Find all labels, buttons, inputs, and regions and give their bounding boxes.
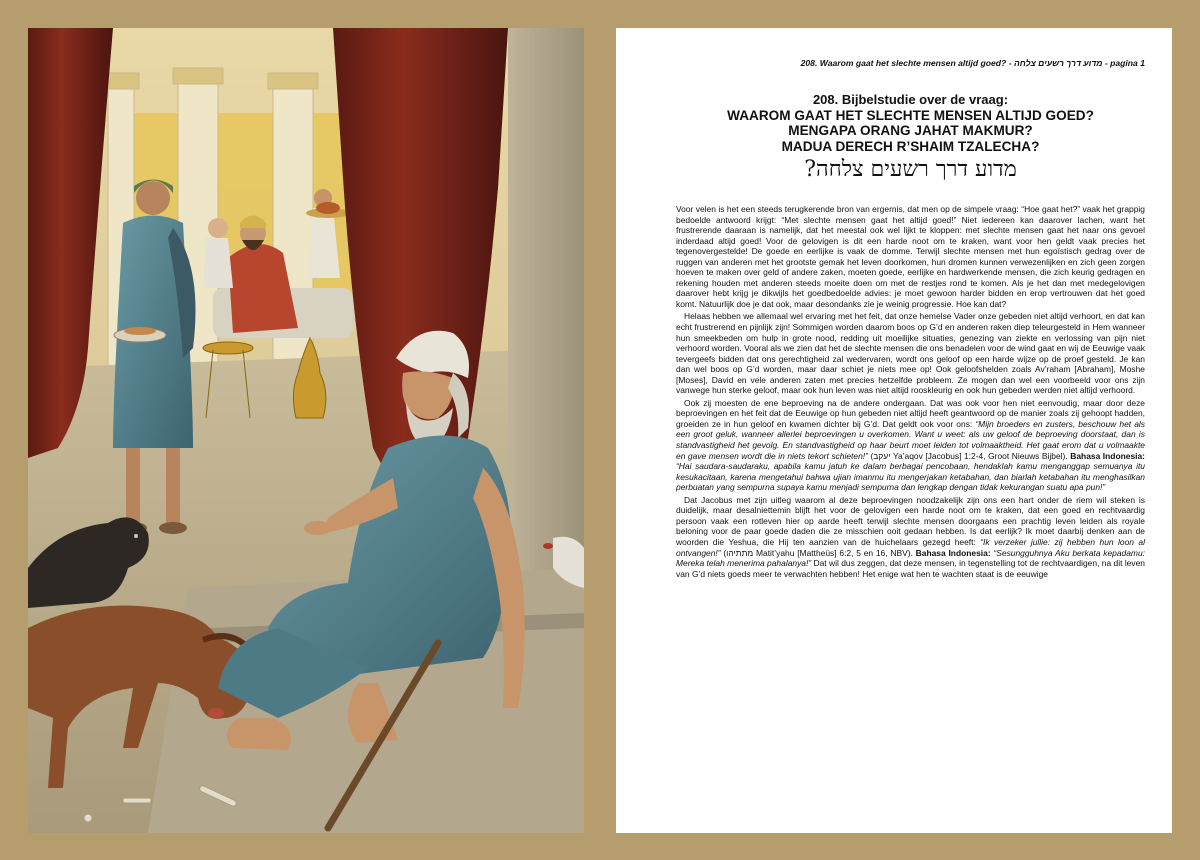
mattheus-reference: (מתתיהו Matit’yahu [Mattheüs] 6:2, 5 en 16, NBV). [720,547,916,558]
yeshua-quote: “Ik verzeker jullie: zij hebben hun loon al ontvangen!” [676,536,1145,558]
document-page [616,28,1172,833]
jacobus-reference: (יעקב Ya’aqov [Jacobus] 1:2-4, Groot Nieuws Bijbel). [867,450,1071,461]
yeshua-quote-indonesian: “Sesungguhnya Aku berkata kepadamu: Mereka telah menerima pahalanya!” [676,547,1145,569]
paragraph-3-text: Ook zij moesten de ene beproeving na de andere ondergaan. Dat was ook voor hen niet eenvoudig, maar door deze beproevingen en het feit dat de Eeuwige op hun gebeden niet altijd heeft geantwoord op de manier zoals zij gehoopt hadden, groeiden ze in hun geloof en kwamen dichter bij G’d. Dat geldt ook voor ons: [676,397,1145,429]
study-number-title: 208. Bijbelstudie over de vraag: [812,92,1009,107]
transliterated-question-title: MADUA DERECH R’SHAIM TZALECHA? [781,138,1040,154]
paragraph-2: Helaas hebben we allemaal wel ervaring met het feit, dat onze hemelse Vader onze gebeden niet altijd verhoort, en dat kan echt frustrerend en pijnlijk zijn! Sommigen worden daarom boos op G’d en anderen raken diep teleurgesteld in Hem wanneer hun smeekbeden om hulp in grote nood, redding uit moeilijke situaties, genezing van ziekte en verlossing van pijn niet verhoord worden. Vooral als we zien dat het de slechte mensen die ons benadelen voor de wind gaat en wij de Eeuwige vaak tevergeefs bidden dat ons gerechtigheid zal wedervaren, wordt ons geloof op een harde wijze op de proef gesteld. Je kan dan wel boos op G’d worden, maar daar schiet je niets mee op! Ook geloofshelden zoals Av’raham [Abraham], Moshe [Moses], David en vele anderen zaten met precies hetzelfde probleem. Ze mogen dan wel een voorbeeld voor ons zijn vanwege hun sterke geloof, maar ook hun leven was niet altijd rooskleurig en ook hun gebeden werden niet altijd verhoord. [676,311,1145,396]
hebrew-question-title: מדוע דרך רשעים צלחה? [804,157,1017,182]
paragraph-4 [676,495,1145,579]
bahasa-label-1: Bahasa Indonesia: [1070,450,1145,461]
stone-pillar [508,28,584,588]
paragraph-3 [676,398,1145,493]
jacobus-quote: “Mijn broeders en zusters, beschouw het als een groot geluk, wanneer allerlei beproevingen u overkomen. Want u weet: als uw geloof de beproeving doorstaat, dan is standvastigheid het gevolg. En standvastigheid op haar beurt moet leiden tot volmaaktheid. Het gaat erom dat u volmaakte en gave mensen wordt die in niets tekort schieten!” [676,418,1145,461]
running-head: 208. Waarom gaat het slechte mensen altijd goed? - מדוע דרך רשעים צלחה - pagina 1 [800,58,1145,68]
paragraph-1: Voor velen is het een steeds terugkerende bron van ergernis, dat men op de simpele vraag: “Hoe gaat het?” vaak het grappig bedoelde antwoord krijgt: “Met slechte mensen gaat het altijd goed!” Niet iedereen kan daarover lachen, want het frustrerende daaraan is namelijk, dat het meestal ook wel lijkt te kloppen: met slechte mensen gaat het naar ons gevoel inderdaad altijd goed! Voor de gelovigen is dit een harde noot om te kraken, want voor hen geldt vaak precies het tegenovergestelde! De goede en eerlijke is vaak de domme. Terwijl slechte mensen met hun egoïstisch gedrag over de ruggen van anderen met het grootste gemak het leven doorkomen, hun dromen kunnen verwezenlijken en zich geen zorgen hoeven te maken over geld of andere zaken, moeten goede, eerlijke en hardwerkende mensen, die zich keurig gedragen en rekening houden met anderen steeds moeite doen om met de restjes rond te komen. Als je het dan met medegelovigen daarover hebt krijg je dikwijls het goedbedoelde advies: je moet gewoon harder bidden en erop vertrouwen dat het goed komt. Natuurlijk doe je dat ook, maar desondanks zie je weinig progressie. Hoe kan dat? [676,204,1145,309]
paragraph-4-text: Dat Jacobus met zijn uitleg waarom al deze beproevingen noodzakelijk zijn ons een hart onder de riem wil steken is duidelijk, maar desalniettemin blijft het voor de gelovigen een harde noot om te kraken, dat een goed en rechtvaardig persoon vaak een rotleven hier op aarde heeft terwijl slechte mensen doorgaans een prachtig leven leiden als royale beloning voor de paar goede daden die ze misschien ooit gedaan hebben. Is dat eerlijk? Ik moet daarbij denken aan de woorden die Yeshua, die Hij ten aanzien van de huichelaars gezegd heeft: [676,494,1145,547]
illustration-beggar-painting [28,28,584,833]
indonesian-question-title: MENGAPA ORANG JAHAT MAKMUR? [788,123,1033,138]
body-text [676,204,1145,579]
paragraph-4-continuation: Dat wil dus zeggen, dat deze mensen, in tegenstelling tot de rechtvaardigen, na dit leven van G’d niets goeds meer te verwachten hebben! Het enige wat hen te wachten staat is de eeuwige [676,558,1145,579]
dutch-question-title: WAAROM GAAT HET SLECHTE MENSEN ALTIJD GOED? [727,107,1094,123]
title-block [676,92,1145,184]
bahasa-label-2: Bahasa Indonesia: [915,547,991,558]
jacobus-quote-indonesian: “Hai saudara-saudaraku, apabila kamu jatuh ke dalam berbagai pencobaan, hendaklah kamu menganggap semuanya itu kesukacitaan, karena mengetahui bahwa ujian imanmu itu mengerjakan ketabahan, dan biarlah ketabahan itu menghasilkan perbuatan yang sempurna supaya kamu menjadi sempurna dan lengkap dengan tidak kekurangan suatu apa pun!” [676,461,1145,493]
